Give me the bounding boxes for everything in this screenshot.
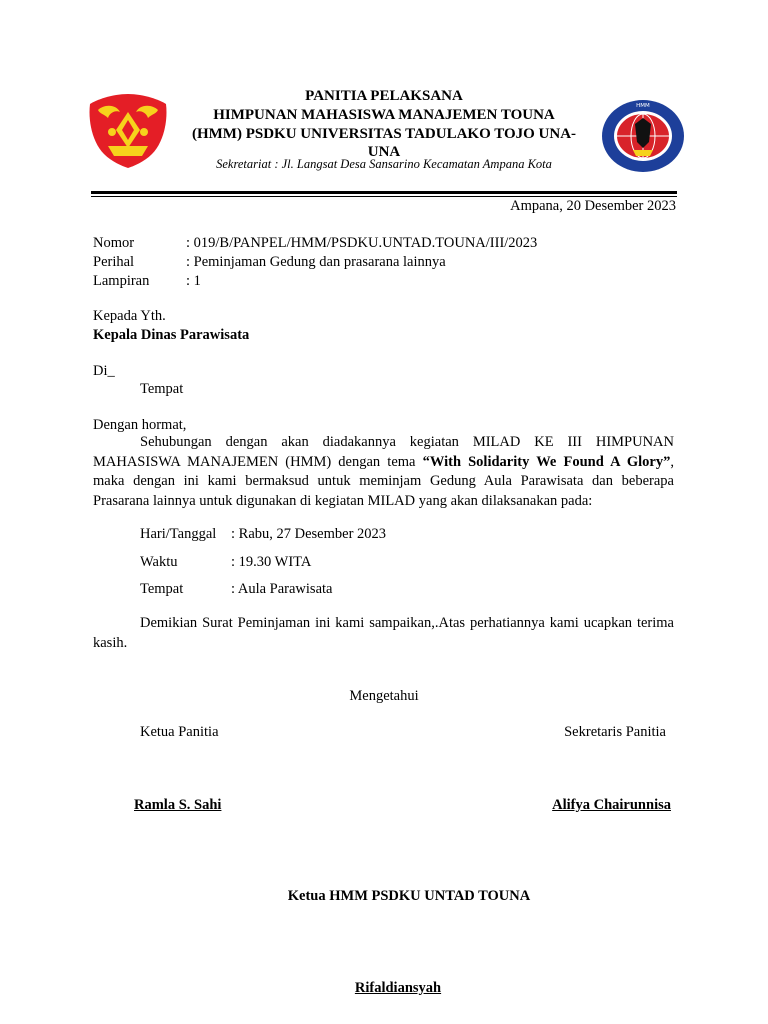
chair-title: Ketua HMM PSDKU UNTAD TOUNA [287, 888, 531, 904]
recipient-place: Tempat [140, 381, 184, 397]
left-signatory-title: Ketua Panitia [140, 724, 219, 740]
recipient-name: Kepala Dinas Parawisata [93, 327, 250, 343]
letter-date: Ampana, 20 Desember 2023 [510, 198, 676, 214]
greeting: Dengan hormat, [93, 417, 187, 433]
meta-value-lampiran: : 1 [186, 273, 201, 289]
closing-paragraph: Demikian Surat Peminjaman ini kami sampaikan,.Atas perhatiannya kami ucapkan terima kasih. [93, 615, 674, 651]
header-divider [91, 191, 677, 194]
meta-label-nomor: Nomor [93, 235, 135, 251]
right-signatory-name: Alifya Chairunnisa [552, 797, 671, 813]
event-theme: “With Solidarity We Found A Glory” [422, 453, 671, 470]
meta-value-perihal: : Peminjaman Gedung dan prasarana lainnya [186, 254, 446, 270]
svg-text:HMM: HMM [636, 103, 650, 109]
secretariat-address: Sekretariat : Jl. Langsat Desa Sansarino Kecamatan Ampana Kota [216, 157, 552, 171]
recipient-di: Di_ [93, 363, 115, 379]
detail-value-date: : Rabu, 27 Desember 2023 [231, 526, 387, 542]
detail-value-time: : 19.30 WITA [231, 554, 312, 570]
detail-value-place: : Aula Parawisata [231, 581, 333, 597]
body-paragraph-1 [93, 433, 674, 511]
recipient-salutation: Kepada Yth. [93, 308, 166, 324]
body-paragraph-1-start: Sehubungan dengan akan diadakannya kegiatan MILAD KE III HIMPUNAN MAHASISWA MANAJEMEN (HMM) dengan tema [93, 434, 674, 470]
organization-university-cont: UNA [367, 144, 401, 160]
detail-label-date: Hari/Tanggal [140, 526, 217, 542]
chair-name: Rifaldiansyah [354, 980, 442, 996]
organization-name: HIMPUNAN MAHASISWA MANAJEMEN TOUNA [213, 107, 555, 123]
organization-university: (HMM) PSDKU UNIVERSITAS TADULAKO TOJO UNA- [191, 126, 577, 142]
committee-title: PANITIA PELAKSANA [305, 88, 463, 104]
detail-label-place: Tempat [140, 581, 184, 597]
meta-label-perihal: Perihal [93, 254, 135, 270]
detail-label-time: Waktu [140, 554, 178, 570]
meta-value-nomor: : 019/B/PANPEL/HMM/PSDKU.UNTAD.TOUNA/III/2023 [186, 235, 538, 251]
meta-label-lampiran: Lampiran [93, 273, 150, 289]
acknowledged-label: Mengetahui [349, 688, 419, 704]
left-signatory-name: Ramla S. Sahi [134, 797, 222, 813]
right-signatory-title: Sekretaris Panitia [564, 724, 666, 740]
body-paragraph-1-end: , maka dengan ini kami bermaksud untuk meminjam Gedung Aula Parawisata dan beberapa Prasarana lainnya untuk digunakan di kegiatan MILAD yang akan dilaksanakan pada: [93, 453, 674, 509]
